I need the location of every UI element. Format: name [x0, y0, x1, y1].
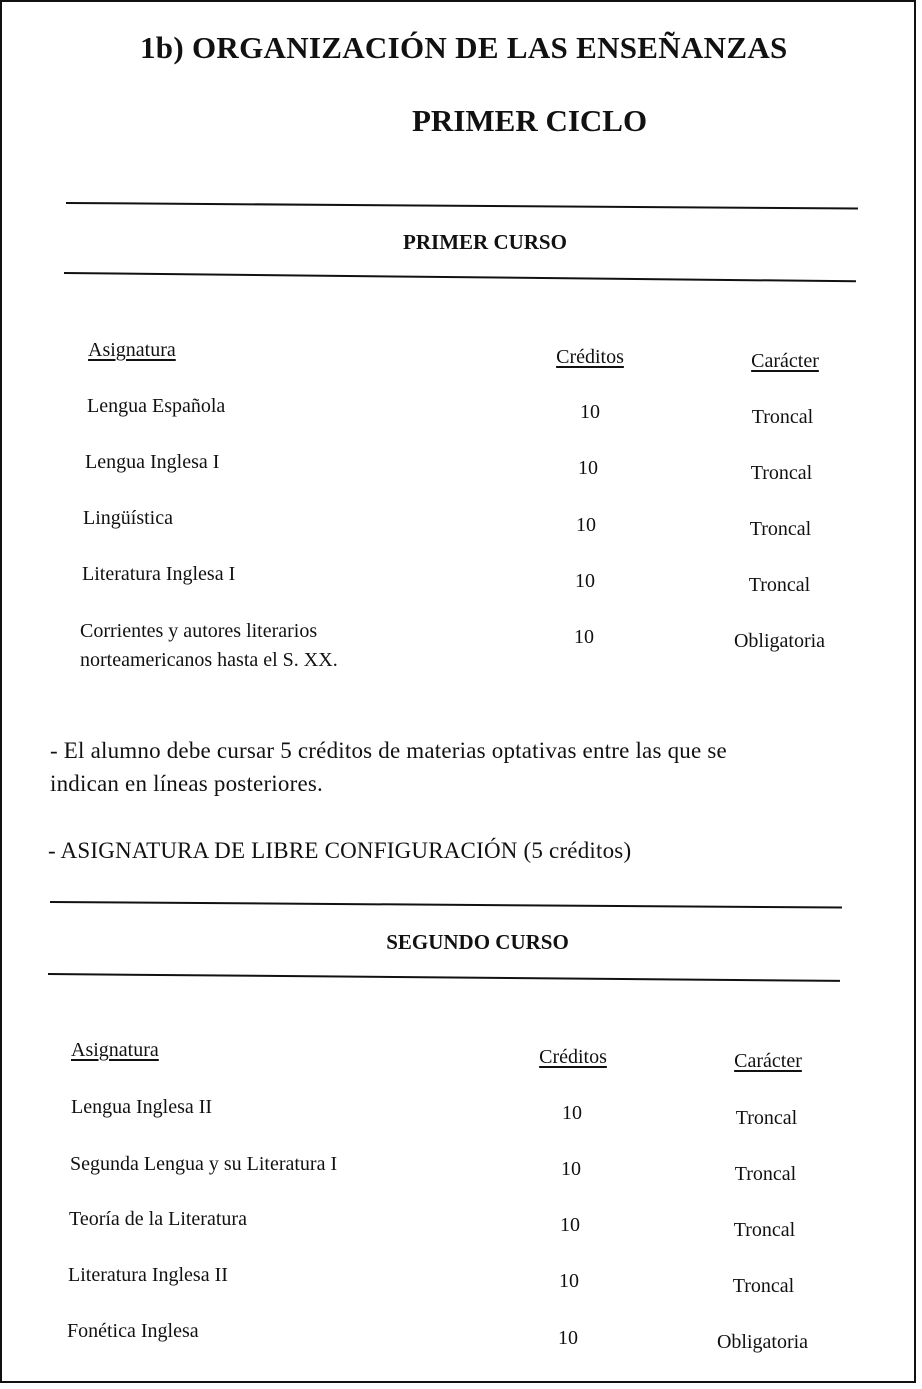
- table-row-subject: Lengua Inglesa II: [71, 1096, 213, 1118]
- optativas-note: [50, 734, 870, 801]
- column-header-credits: Créditos: [539, 1046, 607, 1068]
- column-header-credits: Créditos: [556, 346, 624, 368]
- table-row-type: Troncal: [732, 1275, 795, 1297]
- table-row-subject: Segunda Lengua y su Literatura I: [70, 1153, 338, 1175]
- table-row-subject: Lengua Inglesa I: [85, 451, 220, 473]
- column-header-subject: Asignatura: [88, 339, 176, 361]
- segundo-curso-heading: SEGUNDO CURSO: [386, 930, 569, 954]
- document-title: 1b) ORGANIZACIÓN DE LAS ENSEÑANZAS: [140, 30, 788, 65]
- table-row-credits: 10: [574, 626, 594, 648]
- table-row-type: Troncal: [749, 518, 812, 540]
- optativas-note-line: - El alumno debe cursar 5 créditos de materias optativas entre las que se: [50, 738, 727, 763]
- table-row-type: Troncal: [735, 1107, 798, 1129]
- document-subtitle: PRIMER CICLO: [412, 103, 648, 138]
- table-row-credits: 10: [562, 1102, 582, 1124]
- column-header-type: Carácter: [751, 350, 819, 372]
- table-row-subject: Lengua Española: [87, 395, 226, 417]
- libre-configuracion-note: - ASIGNATURA DE LIBRE CONFIGURACIÓN (5 créditos): [48, 838, 632, 863]
- table-row-subject: Teoría de la Literatura: [69, 1208, 247, 1230]
- table-row-subject: norteamericanos hasta el S. XX.: [80, 649, 338, 671]
- optativas-note-line: indican en líneas posteriores.: [50, 771, 323, 797]
- table-row-credits: 10: [580, 401, 600, 423]
- primer-curso-heading: PRIMER CURSO: [403, 230, 567, 254]
- table-row-type: Troncal: [750, 462, 813, 484]
- table-row-credits: 10: [558, 1327, 578, 1349]
- table-row-type: Troncal: [751, 406, 814, 428]
- table-row-credits: 10: [575, 570, 595, 592]
- table-row-credits: 10: [560, 1214, 580, 1236]
- table-row-type: Troncal: [748, 574, 811, 596]
- column-header-subject: Asignatura: [71, 1039, 159, 1061]
- table-row-type: Obligatoria: [733, 630, 826, 652]
- table-row-type: Obligatoria: [716, 1331, 809, 1353]
- table-row-subject: Corrientes y autores literarios: [80, 620, 318, 642]
- table-row-type: Troncal: [734, 1163, 797, 1185]
- table-row-type: Troncal: [733, 1219, 796, 1241]
- table-row-subject: Fonética Inglesa: [67, 1320, 199, 1342]
- table-row-credits: 10: [576, 514, 596, 536]
- table-row-credits: 10: [561, 1158, 581, 1180]
- table-row-credits: 10: [578, 457, 598, 479]
- table-row-subject: Lingüística: [83, 507, 173, 529]
- column-header-type: Carácter: [734, 1050, 802, 1072]
- table-row-credits: 10: [559, 1270, 579, 1292]
- table-row-subject: Literatura Inglesa II: [68, 1264, 228, 1286]
- table-row-subject: Literatura Inglesa I: [82, 563, 236, 585]
